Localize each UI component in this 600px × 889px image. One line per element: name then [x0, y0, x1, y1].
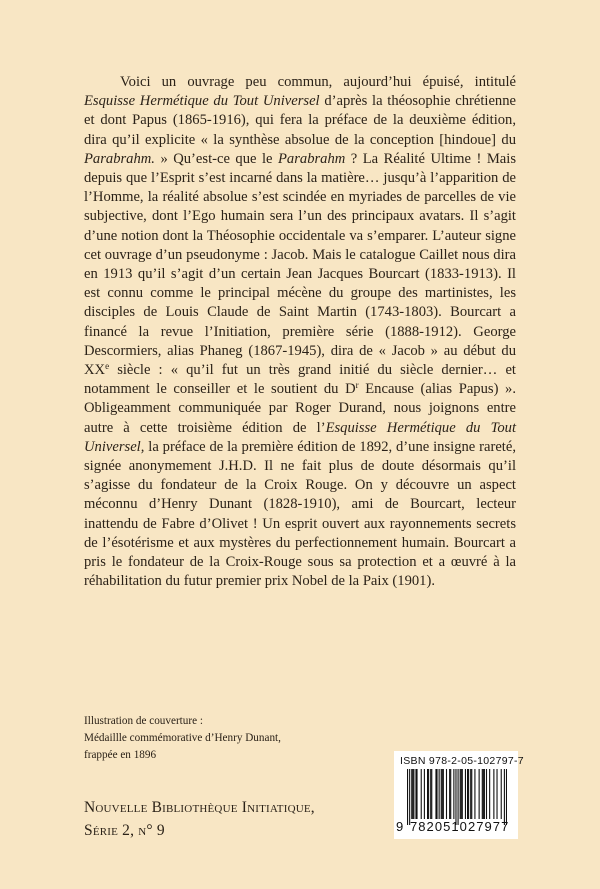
series-number: Série 2, n° 9 — [84, 822, 165, 839]
barcode-bar — [474, 769, 475, 819]
credit-line: frappée en 1896 — [84, 749, 157, 761]
barcode-bar — [484, 769, 485, 819]
barcode-bar — [455, 769, 456, 825]
barcode-bar — [461, 769, 462, 819]
superscript: r — [355, 380, 359, 391]
series-name — [84, 796, 315, 842]
barcode-bar — [416, 769, 417, 819]
barcode-bar — [427, 769, 428, 819]
isbn-label: ISBN 978-2-05-102797-7 — [400, 755, 524, 767]
blurb-text: la préface de la première édition de 1892, d’une insigne rareté, signée anonymement J.H.D. Il ne fait plus de doute désormais qu’il s’agisse du fondateur de la Croix Rouge. On y découvre un aspect méconnu d’Henry Dunant (1828-1910), ami de Bourcart, lecteur inattendu de Fabre d’Olivet ! Un esprit ouvert aux rayonnements secrets de l’ésotérisme et aux mystères du perfectionnement humain. Bourcart a pris le fondateur de la Croix-Rouge sous sa protection et a œuvré à la réhabilitation du futur premier prix Nobel de la Paix (1901). — [84, 438, 516, 590]
barcode-bar — [501, 769, 502, 819]
barcode-bar — [504, 769, 505, 825]
blurb-text: Encause (alias Papus) ». Obligeamment communiquée par Roger Durand, nous joignons entre autre à cette troisième édition de l’ — [84, 381, 516, 436]
barcode-bar — [430, 769, 431, 819]
barcode-bar — [470, 769, 471, 819]
blurb-text: siècle : « qu’il fut un très grand initié du siècle dernier… et notamment le conseiller et le soutient du D — [84, 362, 516, 398]
back-cover-blurb — [84, 73, 516, 591]
blurb-text: » Qu’est-ce que le — [154, 150, 279, 167]
barcode-bar — [413, 769, 414, 819]
barcode-bar — [496, 769, 497, 819]
barcode-bar — [483, 769, 484, 819]
barcode-bar — [462, 769, 463, 819]
cover-illustration-credit — [84, 713, 281, 764]
barcode-bar — [412, 769, 413, 819]
isbn-barcode — [394, 751, 524, 839]
barcode-bar — [446, 769, 447, 819]
superscript: e — [105, 361, 110, 372]
term-parabrahm: Parabrahm — [278, 150, 346, 167]
barcode-bar — [458, 769, 459, 825]
ean-digits: 782051027977 — [410, 819, 510, 834]
blurb-text: ? La Réalité Ultime ! Mais depuis que l’Esprit s’est incarné dans la matière… jusqu’à l’apparition de l’Homme, la réalité absolue s’est scindée en myriades de parcelles de vie subjective, dont l’Ego humain sera l’un des principaux avatars. Il s’agit d’une notion dont la Théosophie occidentale va s’emparer. L’auteur signe cet ouvrage d’un pseudonyme : Jacob. Mais le catalogue Caillet nous dira en 1913 qu’il s’agit d’un certain Jean Jacques Bourcart (1833-1913). Il est connu comme le principal mécène du groupe des martinistes, les disciples de Louis Claude de Saint Martin (1743-1803). Bourcart a financé la revue l’Initiation, première série (1888-1912). George Descormiers, alias Phaneg (1867-1945), dira de « Jacob » au début du XX — [84, 150, 517, 379]
barcode-bar — [482, 769, 483, 819]
barcode-bar — [450, 769, 451, 819]
barcode-bar — [467, 769, 468, 819]
barcode-bar — [407, 769, 408, 825]
barcode-bar — [443, 769, 444, 819]
term-parabrahm: Parabrahm. — [84, 150, 155, 167]
book-title: Esquisse Hermétique du Tout Universel, — [84, 419, 516, 455]
barcode-bar — [442, 769, 443, 819]
barcode-bar — [471, 769, 472, 819]
barcode-bar — [465, 769, 466, 819]
barcode-bar — [435, 769, 436, 819]
credit-line: Illustration de couverture : — [84, 715, 203, 727]
credit-line: Médaillle commémorative d’Henry Dunant, — [84, 732, 281, 744]
barcode-bar — [460, 769, 461, 819]
barcode-bar — [449, 769, 450, 819]
barcode-bar — [468, 769, 469, 819]
barcode-bar — [424, 769, 425, 819]
barcode-bar — [486, 769, 487, 819]
barcode-bar — [428, 769, 429, 819]
barcode-bar — [439, 769, 440, 819]
series-title: Nouvelle Bibliothèque Initiatique, — [84, 799, 315, 816]
barcode-bar — [415, 769, 416, 819]
ean-lead-digit: 9 — [396, 819, 404, 834]
barcode-bar — [421, 769, 422, 819]
blurb-text: Voici un ouvrage peu commun, aujourd’hui épuisé, intitulé — [120, 74, 516, 90]
barcode-bar — [441, 769, 442, 819]
blurb-text: d’après la théosophie chrétienne et dont Papus (1865-1916), qui fera la préface de la deuxième édition, dira qu’il explicite « la synthèse absolue de la conception [hindoue] du — [84, 93, 516, 148]
barcode-bar — [411, 769, 412, 819]
book-title: Esquisse Hermétique du Tout Universel — [84, 93, 320, 110]
barcode-bar — [493, 769, 494, 819]
barcode-bar — [506, 769, 507, 825]
barcode-bar — [479, 769, 480, 819]
barcode-bar — [431, 769, 432, 819]
barcode-bar — [436, 769, 437, 819]
barcode-bar — [489, 769, 490, 819]
barcode-bar — [409, 769, 410, 825]
barcode-bar — [453, 769, 454, 819]
